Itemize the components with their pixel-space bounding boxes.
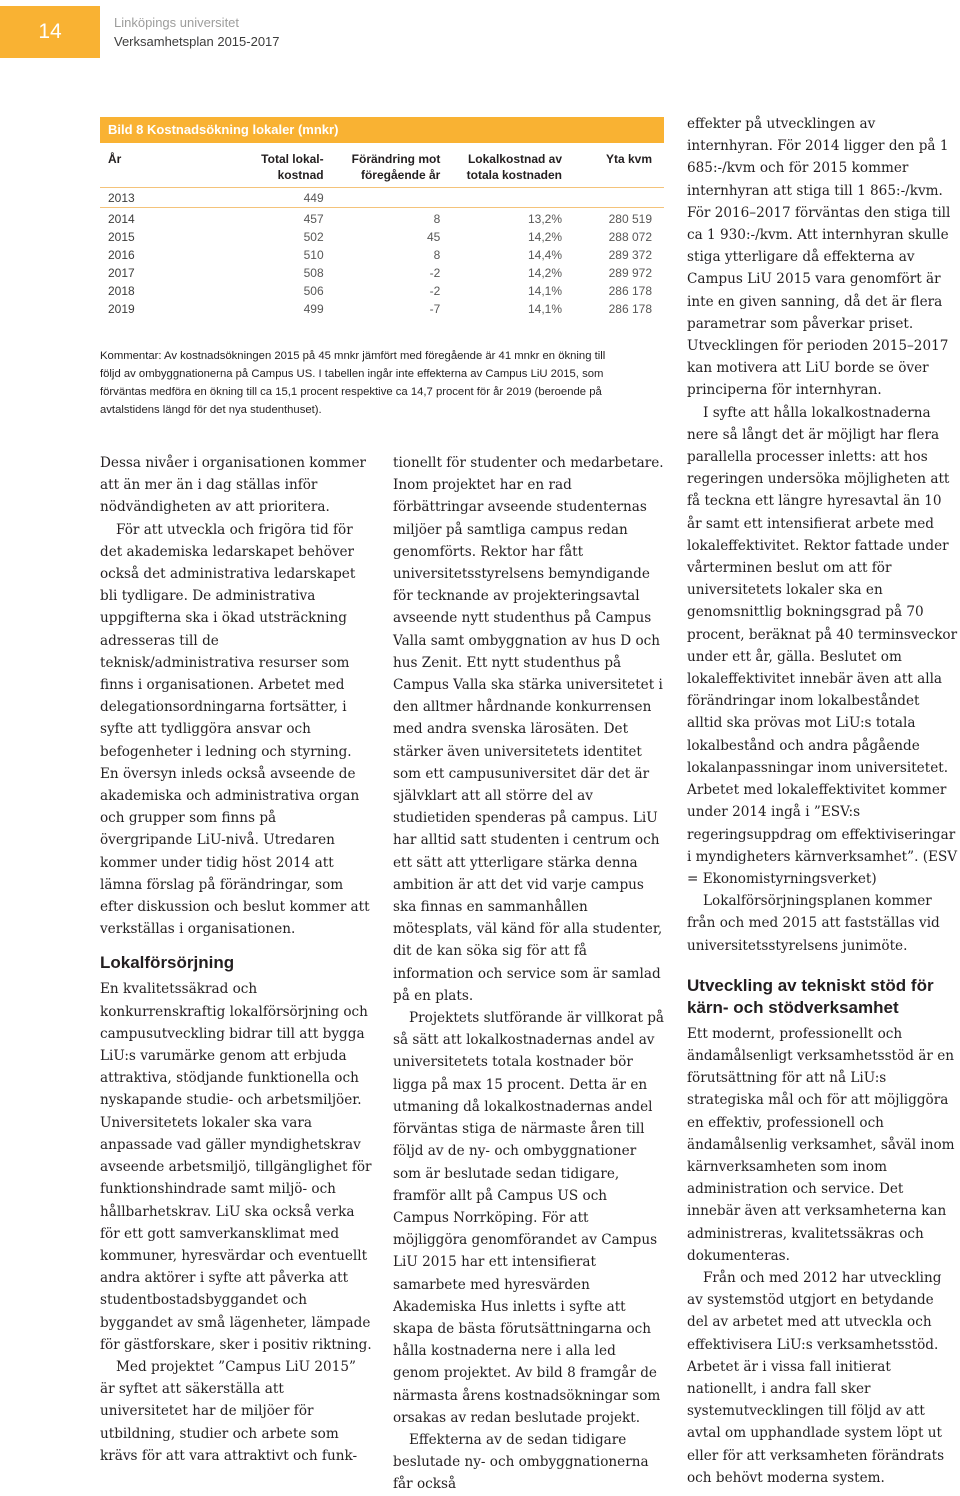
cell-share: 14,2% (527, 230, 562, 244)
paragraph: För att utveckla och frigöra tid för det akademiska ledarskapet behöver också det administrativa ledarskapet bli tydligare. De administrativa uppgifterna ska i ökad utsträckning adresseras till de teknisk/administrativa resurser som finns i organisationen. Arbetet med delegationsordningarna fortsätter, i syfte att tydliggöra ansvar och befogenheter i ledning och styrning. En översyn inleds också avseende de akademiska och administrativa organ och grupper som finns på övergripande LiU-nivå. Utredaren kommer under tidig höst 2014 att lämna förslag på förändringar, som efter diskussion och beslut kommer att verkställas i organisationen. (100, 521, 370, 938)
cell-area: 280 519 (608, 212, 652, 226)
paragraph: Med projektet ”Campus LiU 2015” är syftet att säkerställa att universitetet har de miljöer för utbildning, studier och arbete som krävs för att vara attraktivt och funk- (100, 1358, 358, 1464)
cell-year: 2013 (108, 191, 135, 205)
cell-area: 289 372 (608, 248, 652, 262)
table-row (100, 188, 664, 208)
table-row (100, 210, 664, 228)
header-plan-title: Verksamhetsplan 2015-2017 (114, 34, 280, 49)
cell-total: 502 (303, 230, 324, 244)
table-header-row (100, 143, 664, 188)
cell-year: 2014 (108, 212, 135, 226)
cell-change: -7 (429, 302, 441, 316)
figure-title: Bild 8 Kostnadsökning lokaler (mnkr) (100, 117, 664, 143)
page-number: 14 (0, 6, 100, 58)
cell-share: 13,2% (527, 212, 562, 226)
table-row (100, 264, 664, 282)
paragraph: effekter på utvecklingen av internhyran. För 2014 ligger den på 1 685:-/kvm och för 2015 kommer internhyran att stiga till 1 865:-/kvm. För 2016–2017 förväntas den stiga till ca 1 930:-/kvm. Att internhyran skulle stiga ytterligare då effekterna av Campus LiU 2015 vara genomfört är inte en given sanning, då det är flera parametrar som påverkar priset. Utvecklingen för perioden 2015–2017 kan motivera att LiU borde se över principerna för internhyran. (687, 116, 951, 399)
cell-share: 14,4% (527, 248, 562, 262)
cell-change: 8 (433, 212, 441, 226)
cell-change: 45 (426, 230, 441, 244)
cell-share: 14,2% (527, 266, 562, 280)
table-row (100, 246, 664, 264)
text-column-1 (100, 452, 372, 1467)
paragraph: Projektets slutförande är villkorat på så sätt att lokalkostnadernas andel av universitetets totala kostnader bör ligga på max 15 procent. Detta är en utmaning då lokalkostnadernas andel förväntas stiga de närmaste åren till följd av de ny- och ombyggnationer som är beslutade sedan tidigare, framför allt på Campus US och Campus Norrköping. För att möjliggöra genomförandet av Campus LiU 2015 har ett intensifierat samarbete med hyresvärden Akademiska Hus inletts i syfte att skapa de bästa förutsättningarna och hålla kostnaderna nere i alla led genom projektet. Av bild 8 framgår de närmasta årens kostnadsökningar som orsakas av redan beslutade projekt. (393, 1010, 665, 1426)
paragraph: Lokalförsörjningsplanen kommer från och med 2015 att fastställas vid universitetsstyrelsens junimöte. (687, 893, 940, 954)
cell-year: 2018 (108, 284, 135, 298)
cell-change: 8 (433, 248, 441, 262)
paragraph: Ett modernt, professionellt och ändamålsenligt verksamhetsstöd är en förutsättning för att nå LiU:s strategiska mål och för att möjliggöra en effektiv, professionell och ändamålsenlig verksamhet, såväl inom kärnverksamheten som inom administration och service. Det innebär även att verksamheterna kan administreras, kvalitetssäkras och dokumenteras. (687, 1025, 955, 1264)
header-university: Linköpings universitet (114, 15, 240, 30)
cell-share (440, 188, 562, 207)
table-row (100, 228, 664, 246)
cell-total: 510 (303, 248, 324, 262)
cell-area: 288 072 (608, 230, 652, 244)
cell-share: 14,1% (527, 284, 562, 298)
cost-table-figure (100, 117, 664, 318)
cell-share: 14,1% (527, 302, 562, 316)
paragraph: En kvalitetssäkrad och konkurrenskraftig lokalförsörjning och campusutveckling bidrar till att bygga LiU:s varumärke genom att erbjuda attraktiva, stödjande funktionella och nyskapande studie- och arbetsmiljöer. Universitetets lokaler ska vara anpassade vad gäller myndighetskrav avseende arbetsmiljö, tillgänglighet för funktionshindrade samt miljö- och hållbarhetskrav. LiU ska också verka för ett gott samverkansklimat med kommuner, hyresvärdar och eventuellt andra aktörer i syfte att påverka att studentbostadsbyggandet och byggandet av små lägenheter, lämpade för gästforskare, sker i positiv riktning. (100, 981, 372, 1353)
header-change: Förändring mot föregående år (351, 152, 441, 182)
cell-total: 457 (303, 212, 324, 226)
table-comment: Kommentar: Av kostnadsökningen 2015 på 45 mnkr jämfört med föregående är 41 mnkr en ökning till följd av ombyggnationerna på Campus US. I tabellen ingår inte effekterna av Campus LiU 2015, som förväntas medföra en ökning till ca 15,1 procent respektive ca 14,7 procent för år 2019 (beroende på avtalstidens längd för det nya studenthuset). (100, 350, 606, 416)
section-heading: Utveckling av tekniskt stöd för kärn- och stödverksamhet (687, 975, 934, 1017)
cell-change (324, 188, 441, 207)
cell-year: 2015 (108, 230, 135, 244)
cell-year: 2016 (108, 248, 135, 262)
text-column-3 (687, 113, 959, 1489)
paragraph: Från och med 2012 har utveckling av systemstöd utgjort en betydande del av arbetet med att utveckla och effektivisera LiU:s verksamhetsstöd. Arbetet är i vissa fall initierat nationellt, i andra fall sker systemutvecklingen till följd av att avtal om upphandlade system löpt ut eller för att verksamheten förändrats och behövt moderna system. (687, 1269, 945, 1486)
cell-area: 286 178 (608, 302, 652, 316)
table-row (100, 282, 664, 300)
cell-year: 2019 (108, 302, 135, 316)
header-share: Lokalkostnad av totala kostnaden (466, 152, 562, 182)
cell-area: 289 972 (608, 266, 652, 280)
cell-change: -2 (429, 266, 441, 280)
section-heading: Lokalförsörjning (100, 953, 235, 973)
paragraph: I syfte att hålla lokalkostnaderna nere så långt det är möjligt har flera parallella processer inletts: att hos regeringen undersöka möjligheten att få teckna ett längre hyresavtal än 10 år samt ett intensifierat arbete med lokaleffektivitet. Rektor fattade under vårterminen beslut om att för universitetets lokaler ska en genomsnittlig bokningsgrad på 70 procent, beräknat på 40 terminsveckor under ett år, gälla. Beslutet om lokaleffektivitet innebär även att alla förändringar inom lokalbeståndet alltid ska prövas mot LiU:s totala lokalbestånd och andra pågående lokalanpassningar inom universitetet. Arbetet med lokaleffektivitet kommer under 2014 ingå i ”ESV:s regeringsuppdrag om effektiviseringar i myndigheters kärnverksamhet”. (ESV = Ekonomistyrningsverket) (687, 404, 958, 887)
cell-total: 508 (303, 266, 324, 280)
cell-total: 506 (303, 284, 324, 298)
cell-total: 449 (303, 191, 324, 205)
paragraph: Effekterna av de sedan tidigare beslutade ny- och ombyggnationerna får också (393, 1431, 649, 1493)
cell-area: 286 178 (608, 284, 652, 298)
paragraph: tionellt för studenter och medarbetare. Inom projektet har en rad förbättringar avseende studenternas miljöer på samtliga campus redan genomförts. Rektor har fått universitetsstyrelsens bemyndigande för tecknande av projekteringsavtal avseende nytt studenthus på Campus Valla samt ombyggnation av hus D och hus Zenit. Ett nytt studenthus på Campus Valla ska stärka universitetet i den alltmer hårdnande konkurrensen med andra svenska lärosäten. Det stärker även universitetets identitet som ett campusuniversitet där det är självklart att all större del av studietiden spenderas på campus. LiU har alltid satt studenten i centrum och ett sätt att ytterligare stärka denna ambition är att det vid varje campus ska finnas en sammanhållen mötesplats, väl känd för alla studenter, dit de kan söka sig för att få information och service som är samlad på en plats. (393, 455, 664, 1004)
running-header (114, 13, 280, 51)
text-column-2 (393, 452, 665, 1496)
header-total: Total lokal- kostnad (261, 152, 324, 182)
header-area: Yta kvm (605, 152, 652, 166)
table-row (100, 300, 664, 318)
cell-change: -2 (429, 284, 441, 298)
cell-area (562, 188, 664, 207)
cell-total: 499 (303, 302, 324, 316)
header-year: År (108, 152, 122, 166)
table-body (100, 188, 664, 318)
paragraph: Dessa nivåer i organisationen kommer att än mer än i dag ställas inför nödvändigheten av att prioritera. (100, 455, 367, 516)
cell-year: 2017 (108, 266, 135, 280)
